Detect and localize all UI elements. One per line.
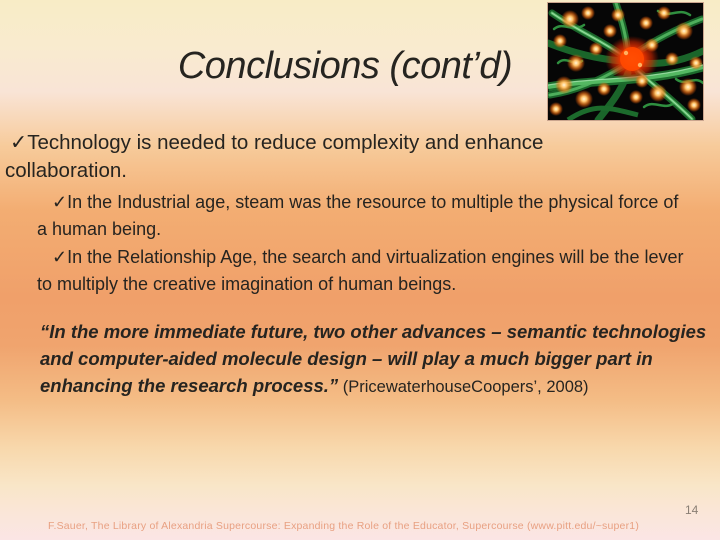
bullet-text: In the Industrial age, steam was the resource to multiple the physical force of <box>67 192 679 212</box>
checkmark-bullet-icon: ✓ <box>52 192 68 212</box>
bullet-text: collaboration. <box>5 159 127 182</box>
bullet-technology <box>5 129 695 185</box>
bullet-text: In the Relationship Age, the search and virtualization engines will be the lever <box>67 247 684 267</box>
bullet-text: a human being. <box>37 219 162 239</box>
bullet-line <box>37 244 715 271</box>
page-number: 14 <box>685 503 699 517</box>
checkmark-bullet-icon: ✓ <box>52 247 68 267</box>
checkmark-bullet-icon: ✓ <box>10 131 28 154</box>
quote-block <box>40 318 712 401</box>
subbullet-industrial-age <box>37 189 715 243</box>
quote-line: and computer-aided molecule design – will play a much bigger part in <box>40 348 653 369</box>
footer-credit: F.Sauer, The Library of Alexandria Supercourse: Expanding the Role of the Educator, Supercourse (www.pitt.edu/~super1) <box>48 520 640 532</box>
bullet-line <box>5 129 695 157</box>
bullet-text: Technology is needed to reduce complexity and enhance <box>27 131 544 154</box>
quote-bold-text: enhancing the research process.” <box>40 375 339 396</box>
slide-title: Conclusions (cont’d) <box>177 45 513 87</box>
subbullet-relationship-age <box>37 244 715 298</box>
quote-line <box>40 372 712 401</box>
quote-citation: (PricewaterhouseCoopers’, 2008) <box>338 378 589 396</box>
bullet-line <box>37 189 715 216</box>
neuron-image <box>548 3 703 120</box>
quote-line: “In the more immediate future, two other advances – semantic technologies <box>40 321 707 342</box>
bullet-text: to multiply the creative imagination of human beings. <box>37 274 457 294</box>
